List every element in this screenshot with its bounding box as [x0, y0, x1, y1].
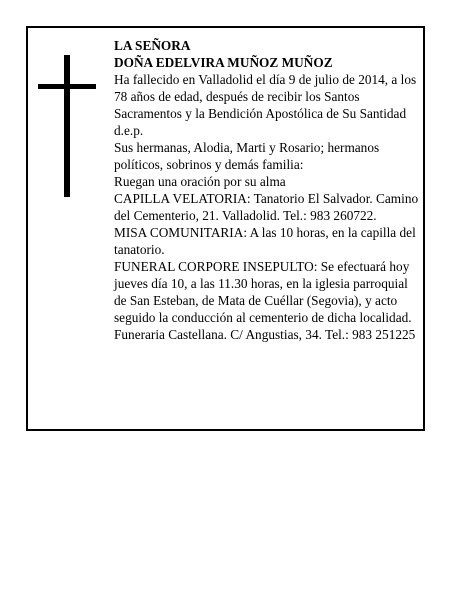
death-info-paragraph: Ha fallecido en Valladolid el día 9 de julio de 2014, a los 78 años de edad, después de recibir los Santos Sacramentos y la Bendición Apostólica de Su Santidad d.e.p. — [114, 72, 417, 138]
cross-icon — [38, 55, 96, 197]
notice-title: LA SEÑORA — [114, 38, 191, 53]
funeral-home-paragraph: Funeraria Castellana. C/ Angustias, 34. Tel.: 983 251225 — [114, 327, 416, 342]
prayer-line: Ruegan una oración por su alma — [114, 174, 286, 189]
funeral-paragraph: FUNERAL CORPORE INSEPULTO: Se efectuará hoy jueves día 10, a las 11.30 horas, en la iglesia parroquial de San Esteban, de Mata de Cuéllar (Segovia), y acto seguido la conducción al cementerio de dicha localidad. — [114, 259, 412, 325]
obituary-text-block — [114, 37, 420, 343]
chapel-paragraph: CAPILLA VELATORIA: Tanatorio El Salvador. Camino del Cementerio, 21. Valladolid. Tel.: 983 260722. — [114, 191, 419, 223]
cross-vertical-bar — [64, 55, 70, 197]
deceased-name: DOÑA EDELVIRA MUÑOZ MUÑOZ — [114, 55, 333, 70]
cross-horizontal-bar — [38, 84, 96, 89]
family-paragraph: Sus hermanas, Alodia, Marti y Rosario; hermanos políticos, sobrinos y demás familia: — [114, 140, 380, 172]
mass-paragraph: MISA COMUNITARIA: A las 10 horas, en la capilla del tanatorio. — [114, 225, 416, 257]
